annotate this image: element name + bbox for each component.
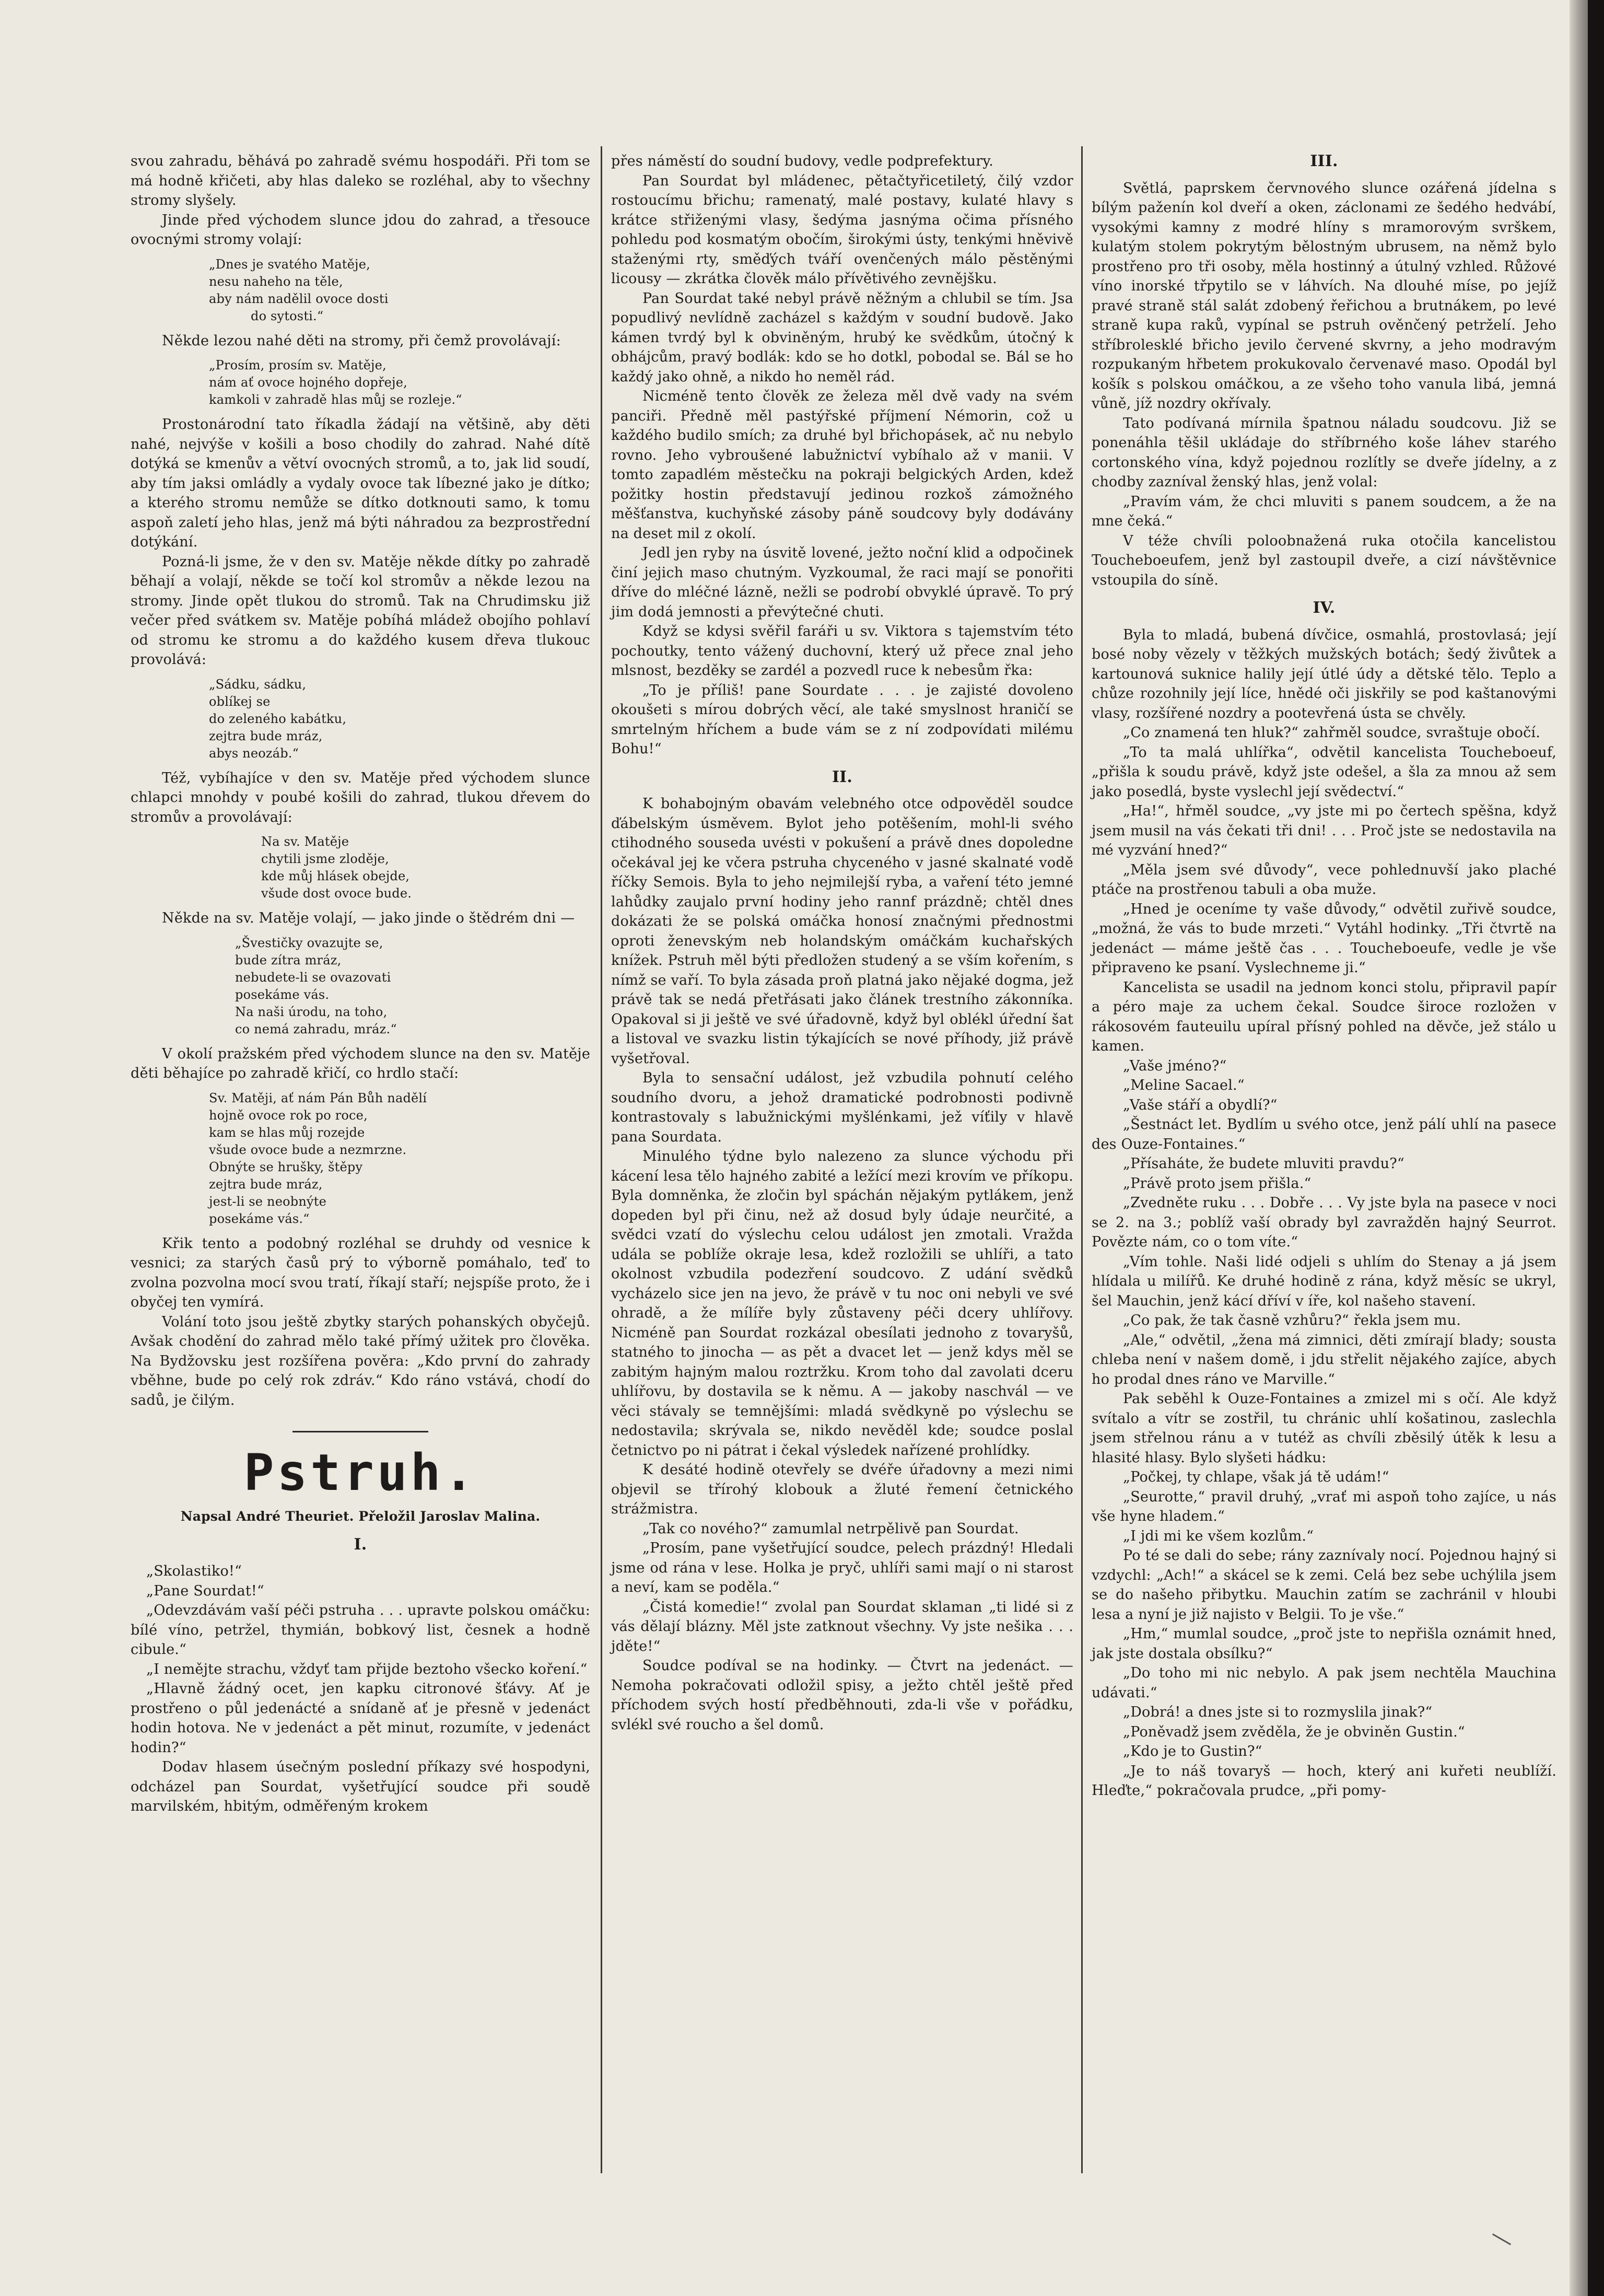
folk-verse (209, 1090, 590, 1228)
dialog-line: „Odevzdávám vaší péči pstruha . . . upravte polskou omáčku: bílé víno, petržel, thymián, bobkový list, česnek a hodně cibule.“ (131, 1602, 590, 1658)
column-3 (1092, 151, 1556, 1801)
paragraph: „Co pak, že tak časně vzhůru?“ řekla jsem mu. (1123, 1312, 1461, 1328)
paragraph: Po té se dali do sebe; rány zaznívaly nocí. Pojednou hajný si vzdychl: „Ach!“ a skácel se k zemi. Celá bez sebe uchýlila jsem se do našeho přibytku. Mauchin zatím se zachránil v hloubi lesa a nyní je již najisto v Belgii. To je vše.“ (1092, 1547, 1556, 1623)
paragraph: Soudce podíval se na hodinky. — Čtvrt na jedenáct. — Nemoha pokračovati odložil spisy, a ježto chtěl ještě před příchodem svých hostí předběhnouti, zda-li vše v pořádku, svlékl své roucho a šel domů. (611, 1658, 1073, 1733)
verse-line: Na sv. Matěje (261, 834, 349, 849)
paragraph: „Vaše jméno?“ (1123, 1057, 1227, 1074)
paragraph: Kancelista se usadil na jednom konci stolu, připravil papír a péro maje za uchem čekal. Soudce široce rozložen v rákosovém fauteuilu upíral přísný pohled na děvče, jež stálo u kamen. (1092, 979, 1556, 1054)
verse-line: do zeleného kabátku, (209, 711, 347, 726)
paragraph: „Vaše stáří a obydlí?“ (1123, 1097, 1278, 1113)
verse-line: abys neozáb.“ (209, 745, 299, 761)
paragraph: K bohabojným obavám velebného otce odpověděl soudce ďábelským úsměvem. Bylot jeho potěšením, mohl-li svého ctihodného souseda uvésti v pokušení a právě dnes dopoledne očekával jej ke včera pstruha chyceného v jasné skalnaté vodě říčky Semois. Byla to jeho nejmilejší ryba, a vaření této jemné lahůdky zaujalo první hodiny jeho rannf prázdně; chtěl dnes dokázati že se polská omáčka honosí značnými přednostmi oproti ženevským neb holandským omáčkám kuchařských knížek. Pstruh měl býti předložen studený a se vším kořením, s nímž se vaří. To byla zásada proň platná jako nějaké dogma, jež právě tak se nedá přetřásati jako článek trestního zákonníka. Opakoval si ji ještě ve své úřadovně, když byl oblékl úřední šat a listoval ve svazku listin týkajících se nové příhody, již právě vyšetřoval. (611, 796, 1073, 1067)
paragraph: Též, vybíhajíce v den sv. Matěje před východem slunce chlapci mnohdy v poubé košili do zahrad, tlukou dřevem do stromův a provolávají: (131, 770, 590, 825)
section-number: I. (354, 1535, 367, 1554)
paragraph: „To ta malá uhlířka“, odvětil kancelista Toucheboeuf, „přišla k soudu právě, když jste odešel, a šla za mnou až sem jako posedlá, byste vyslechl její svědectví.“ (1092, 744, 1556, 800)
verse-line: zejtra bude mráz, (209, 1176, 323, 1192)
byline: Napsal André Theuriet. Přeložil Jaroslav Malina. (180, 1509, 541, 1524)
verse-line: „Dnes je svatého Matěje, (209, 257, 370, 272)
paragraph: „Poněvadž jsem zvěděla, že je obviněn Gustin.“ (1123, 1723, 1465, 1740)
verse-line: „Prosím, prosím sv. Matěje, (209, 358, 387, 372)
paragraph: Byla to sensační událost, jež vzbudila pohnutí celého soudního dvoru, a jehož dramatické podrobnosti podivně kontrastovaly s labužnickými myšlénkami, jež víťily v hlavě pana Sourdata. (611, 1070, 1073, 1145)
paragraph: Prostonárodní tato říkadla žádají na většině, aby děti nahé, nejvýše v košili a boso chodily do zahrad. Nahé dítě dotýká se kmenův a větví ovocných stromů, a to, jak lid soudí, aby tím jaksi omládly a vydaly ovoce tak líbezné jako je dítko; a kterého stromu nemůže se dítko dotknouti samo, k tomu aspoň zaletí jeho hlas, jenž má býti náhradou za bezprostřední dotýkání. (131, 416, 590, 550)
verse-line: Obnýte se hrušky, štěpy (209, 1159, 363, 1174)
paragraph: Dodav hlasem úsečným poslední příkazy své hospodyni, odcházel pan Sourdat, vyšetřující soudce při soudě marvilském, hbitým, odměřeným krokem (131, 1759, 590, 1814)
paragraph: Volání toto jsou ještě zbytky starých pohanských obyčejů. Avšak chodění do zahrad mělo také přímý užitek pro člověka. Na Bydžovsku jest rozšířena pověra: „Kdo první do zahrady vběhne, bude po celý rok zdráv.“ Kdo ráno vstává, chodí do sadů, je čilým. (131, 1313, 590, 1408)
paragraph: „Měla jsem své důvody“, vece pohlednuvší jako plaché ptáče na prostřenou tabuli a oba muže. (1092, 861, 1556, 898)
paragraph: Křik tento a podobný rozléhal se druhdy od vesnice k vesnici; za starých časů prý to výborně pomáhalo, teď to zvolna pozvolna mocí svou tratí, říkají staří; nejspíše proto, že i obyčej ten vymírá. (131, 1235, 590, 1310)
verse-line: kamkoli v zahradě hlas můj se rozleje.“ (209, 392, 462, 407)
verse-line: Na naši úrodu, na toho, (235, 1004, 388, 1019)
column-rule-left (601, 146, 602, 2173)
story-title: Pstruh. (243, 1443, 477, 1502)
folk-verse (209, 676, 590, 762)
section-number: II. (832, 767, 853, 786)
folk-verse (209, 256, 590, 325)
column-2 (611, 151, 1073, 1734)
verse-line: jest-li se neobnýte (209, 1194, 326, 1209)
paragraph: „Dobrá! a dnes jste si to rozmyslila jinak?“ (1123, 1704, 1433, 1720)
verse-line: všude ovoce bude a nezmrzne. (209, 1142, 407, 1157)
paragraph: přes náměstí do soudní budovy, vedle podprefektury. (611, 153, 994, 169)
verse-line: kde můj hlásek obejde, (261, 869, 410, 883)
paragraph: svou zahradu, běhává po zahradě svému hospodáři. Při tom se má hodně křičeti, aby hlas daleko se rozléhal, aby to všechny stromy slyšely. (131, 153, 590, 208)
paragraph: „Seurotte,“ pravil druhý, „vrať mi aspoň toho zajíce, u nás vše hyne hladem.“ (1092, 1488, 1556, 1524)
paragraph: „Přísaháte, že budete mluviti pravdu?“ (1123, 1156, 1404, 1172)
verse-line: nesu naheho na těle, (209, 274, 343, 289)
paragraph: Když se kdysi svěřil faráři u sv. Viktora s tajemstvím této pochoutky, tento vážený duchovní, který už přece znal jeho mlsnost, bezděky se zardél a pozvedl ruce k nebesům řka: (611, 623, 1073, 679)
dialog-line: „Hlavně žádný ocet, jen kapku citronové šťávy. Ať je prostřeno o půl jedenácté a snídaně ať je přesně v jedenáct hodin hotova. Ne v jedenáct a pět minut, rozumíte, v jedenáct hodin?“ (131, 1681, 590, 1756)
paragraph: V okolí pražském před východem slunce na den sv. Matěje děti běhajíce po zahradě křičí, co hrdlo stačí: (131, 1045, 590, 1081)
paragraph: V téže chvíli poloobnažená ruka otočila kancelistou Toucheboeufem, jenž byl zastoupil dveře, a cizí návštěvnice vstoupila do síně. (1092, 532, 1556, 588)
verse-line: zejtra bude mráz, (209, 728, 323, 743)
paragraph: „Čistá komedie!“ zvolal pan Sourdat sklaman „ti lidé si z vás dělají blázny. Měl jste zatknout všechny. Vy jste nešika . . . jděte!“ (611, 1599, 1073, 1654)
verse-line: „Švestičky ovazujte se, (235, 935, 383, 950)
paragraph: „Prosím, pane vyšetřující soudce, pelech prázdný! Hledali jsme od rána v lese. Holka je pryč, uhlíři sami mají o ni starost a neví, kam se poděla.“ (611, 1540, 1073, 1595)
paragraph: „Vím tohle. Naši lidé odjeli s uhlím do Stenay a já jsem hlídala u milířů. Ke druhé hodině z rána, když měsíc se ukryl, šel Mauchin, jenž kácí dříví v íře, kol našeho stavení. (1092, 1253, 1556, 1309)
paragraph: „Pravím vám, že chci mluviti s panem soudcem, a že na mne čeká.“ (1092, 493, 1556, 529)
paragraph: Světlá, paprskem červnového slunce ozářená jídelna s bílým paženín kol dveří a oken, záclonami ze šedého hedvábí, vysokými kamny z modré hlíny s mramorovým svrškem, kulatým stolem pokrytým bělostným ubrusem, na němž bylo prostřeno pro tři osoby, měla hostinný a útulný vzhled. Růžové víno inorské třpytilo se v láhvích. Na dlouhé míse, po jejíž pravé straně stál salát zdobený řeřichou a brutnákem, po levé straně kupa raků, vypínal se pstruh ověnčený petrželí. Jeho stříbrolesklé břicho jevilo červené skvrny, a jeho modravým rozpukaným hřbetem prokukovalo červenavé maso. Opodál byl košík s polskou omáčkou, a ze všeho toho vanula libá, jemná vůně, jíž nozdry okřívaly. (1092, 180, 1556, 412)
paragraph: Někde lezou nahé děti na stromy, při čemž provolávají: (162, 332, 561, 349)
verse-line: kam se hlas můj rozejde (209, 1125, 365, 1140)
paragraph: Pan Sourdat byl mládenec, pětačtyřicetiletý, čilý vzdor rostoucímu břichu; ramenatý, malé postavy, kulaté hlavy s krátce střiženými vlasy, šedýma jasnýma očima přísného pohledu pod kosmatým obočím, širokými ústy, tenkými hněvivě staženými rty, směďých tváří ovenčených málo pěstěnými licousy — zkrátka člověk málo přívětivého zevnějšku. (611, 172, 1073, 287)
paragraph: „Kdo je to Gustin?“ (1123, 1743, 1262, 1759)
paper-mark (1492, 2233, 1511, 2245)
paragraph: „Ale,“ odvětil, „žena má zimnici, děti zmírají blady; sousta chleba není v našem domě, i jdu střelit nějakého zajíce, abych ho prodal dnes ráno ve Marville.“ (1092, 1332, 1556, 1388)
verse-line: posekáme vás. (235, 987, 330, 1002)
paragraph: „Ha!“, hřměl soudce, „vy jste mi po čertech spěšna, když jsem musil na vás čekati tři dni! . . . Proč jste se nedostavila na mé vyzvání hned?“ (1092, 803, 1556, 858)
verse-line: Sv. Matěji, ať nám Pán Bůh nadělí (209, 1090, 427, 1105)
paragraph: „Zvedněte ruku . . . Dobře . . . Vy jste byla na pasece v noci se 2. na 3.; poblíž vaší obrady byl zavražděn hajný Seurrot. Povězte nám, co o tom víte.“ (1092, 1195, 1556, 1250)
paragraph: „Šestnáct let. Bydlím u svého otce, jenž pálí uhlí na pasece des Ouze-Fontaines.“ (1092, 1116, 1556, 1152)
paragraph: Pak seběhl k Ouze-Fontaines a zmizel mi s očí. Ale když svítalo a vítr se zostřil, tu chránic uhlí košatinou, zaslechla jsem střelnou ránu a v tutéž as chvíli zběsilý útěk k lesu a hlasité hlasy. Bylo slyšeti hádku: (1092, 1391, 1556, 1466)
verse-line: do sytosti.“ (251, 308, 324, 323)
paragraph: Byla to mladá, bubená dívčice, osmahlá, prostovlasá; její bosé noby vězely v těžkých mužských botách; šedý živůtek a kartounová suknice halily její útlé údy a dětské tělo. Teplo a chůze rozohnily její líce, hnědé oči jiskřily se pod kaštanovými vlasy, rozšířené nozdry a pootevřená ústa se chvěly. (1092, 626, 1556, 721)
verse-line: nebudete-li se ovazovati (235, 970, 391, 985)
paragraph: Jedl jen ryby na úsvitě lovené, ježto noční klid a odpočinek činí jejich maso chutným. Vyzkoumal, že raci mají se ponořiti dříve do mléčné lázně, nežli se podrobí obvyklé úpravě. To prý jim dodá jemnosti a převýtečné chuti. (611, 545, 1073, 620)
paragraph: Nicméně tento člověk ze železa měl dvě vady na svém panciři. Předně měl pastýřské příjmení Némorin, což u každého budilo smích; za druhé byl břichopásek, ač nu nebylo rovno. Jeho vybroušené labužnictví vybíhalo až v manii. V tomto zapadlém městečku na pokraji belgických Arden, kdež požitky hostin představují jedinou rozkoš zámožného měšťanstva, kuchyňské zásoby páně soudcovy byly dodávány na deset mil z okolí. (611, 388, 1073, 542)
paragraph: Jinde před východem slunce jdou do zahrad, a třesouce ovocnými stromy volají: (131, 212, 590, 248)
verse-line: co nemá zahradu, mráz.“ (235, 1021, 397, 1036)
section-number: IV. (1313, 599, 1336, 617)
verse-line: oblíkej se (209, 694, 271, 709)
paragraph: „To je příliš! pane Sourdate . . . je zajisté dovoleno okoušeti s mírou dobrých věcí, ale také smyslnost hraničí se smrtelným hříchem a bude vám se z ní zodpovídati milému Bohu!“ (611, 682, 1073, 757)
verse-line: bude zítra mráz, (235, 952, 342, 968)
section-number: III. (1310, 152, 1338, 170)
paragraph: „Co znamená ten hluk?“ zahřměl soudce, svraštuje obočí. (1123, 725, 1541, 741)
paragraph: „Tak co nového?“ zamumlal netrpělivě pan Sourdat. (642, 1520, 1019, 1537)
paragraph: „Do toho mi nic nebylo. A pak jsem nechtěla Mauchina udávati.“ (1092, 1665, 1556, 1701)
section-divider (292, 1431, 428, 1432)
verse-line: chytili jsme zloděje, (261, 852, 389, 866)
dialog-line: „Pane Sourdat!“ (146, 1582, 264, 1599)
dialog-line: „Skolastiko!“ (146, 1563, 242, 1579)
verse-line: posekáme vás.“ (209, 1211, 310, 1226)
page-edge-dark (1588, 0, 1604, 2296)
verse-line: nám ať ovoce hojného dopřeje, (209, 375, 407, 390)
paragraph: Pozná-li jsme, že v den sv. Matěje někde dítky po zahradě běhají a volají, někde se točí kol stromův a někde lezou na stromy. Jinde opět tlukou do stromů. Tak na Chrudimsku již večer před svátkem sv. Matěje pobíhá mládež obojího pohlaví od stromu ke stromu a do každého kusem dřeva tlukouc provolává: (131, 553, 590, 668)
folk-verse (209, 357, 590, 409)
folk-verse (235, 935, 590, 1038)
verse-line: hojně ovoce rok po roce, (209, 1108, 368, 1123)
dialog-line: „I nemějte strachu, vždyť tam přijde beztoho všecko koření.“ (146, 1661, 588, 1677)
dialog-block (131, 1561, 590, 1757)
paragraph: „Hm,“ mumlal soudce, „proč jste to nepřišla oznámit hned, jak jste dostala obsílku?“ (1092, 1626, 1556, 1662)
paragraph: Pan Sourdat také nebyl právě něžným a chlubil se tím. Jsa popudlivý nevlídně zacházel s každým v soudní budově. Jako kámen tvrdý byl k obviněným, hrubý ke svědkům, útočný k obhájcům, pravý bodlák: kdo se ho dotkl, pobodal se. Bál se ho každý jako ohně, a nikdo ho neměl rád. (611, 290, 1073, 385)
paragraph: „Právě proto jsem přišla.“ (1123, 1175, 1312, 1192)
paragraph: K desáté hodině otevřely se dvéře úřadovny a mezi nimi objevil se třírohý klobouk a žluté řemení četnického strážmistra. (611, 1462, 1073, 1517)
verse-line: všude dost ovoce bude. (261, 886, 412, 901)
paragraph: „Meline Sacael.“ (1123, 1077, 1245, 1093)
folk-verse (261, 833, 590, 902)
paragraph: Minulého týdne bylo nalezeno za slunce východu při kácení lesa tělo hajného zabité a ležící mezi krovím ve příkopu. Byla domněnka, že zločin byl spáchán nějakým pytlákem, jenž dopeden byl při činu, než až dosud byly údaje neurčité, a svědci vzatí do výslechu celou událost jen zmotali. Vražda udála se poblíže okraje lesa, kdež rozložili se uhlíři, a tato okolnost vzbudila podezření soudcovo. Z udání svědků vycházelo sice jen na jevo, že právě v tu noc oni nebyli ve své ohradě, a že mílíře byly zůstaveny péči dcery uhlířovy. Nicméně pan Sourdat rozkázal obesílati jednoho z tovaryšů, statného to jinocha — as pět a dvacet let — jenž kdys měl se zabitým hajným malou roztržku. Krom toho dal zavolati dceru uhlířovu, by dostavila se k němu. A — jakoby naschvál — ve věci stávaly se temnějšími: mladá svědkyně po výslechu se nedostavila; skrývala se, nikdo nevěděl kde; soudce poslal četnictvo po ni pátrat i čekal výsledek nařízené prohlídky. (611, 1148, 1073, 1459)
paragraph: Někde na sv. Matěje volají, — jako jinde o štědrém dni — (162, 910, 575, 926)
paragraph: „Hned je oceníme ty vaše důvody,“ odvětil zuřivě soudce, „možná, že vás to bude mrzeti.“ Vytáhl hodinky. „Tři čtvrtě na jedenáct — máme ještě čas . . . Toucheboeufe, vedle je vše připraveno ke psaní. Vyslechneme ji.“ (1092, 901, 1556, 976)
paragraph: „Počkej, ty chlape, však já tě udám!“ (1123, 1469, 1389, 1485)
paragraph: „I jdi mi ke všem kozlům.“ (1123, 1528, 1314, 1544)
verse-line: aby nám nadělil ovoce dosti (209, 291, 389, 306)
paragraph: „Je to náš tovaryš — hoch, který ani kuřeti neublíží. Hleďte,“ pokračovala prudce, „při pomy- (1092, 1763, 1556, 1799)
column-1 (131, 151, 590, 1816)
column-rule-right (1081, 146, 1083, 2173)
verse-line: „Sádku, sádku, (209, 677, 307, 692)
paragraph: Tato podívaná mírnila špatnou náladu soudcovu. Již se ponenáhla těšil ukládaje do stříbrného koše láhev starého cortonského vína, když pojednou rozlítly se dveře jídelny, a z chodby zazníval ženský hlas, jenž volal: (1092, 415, 1556, 490)
